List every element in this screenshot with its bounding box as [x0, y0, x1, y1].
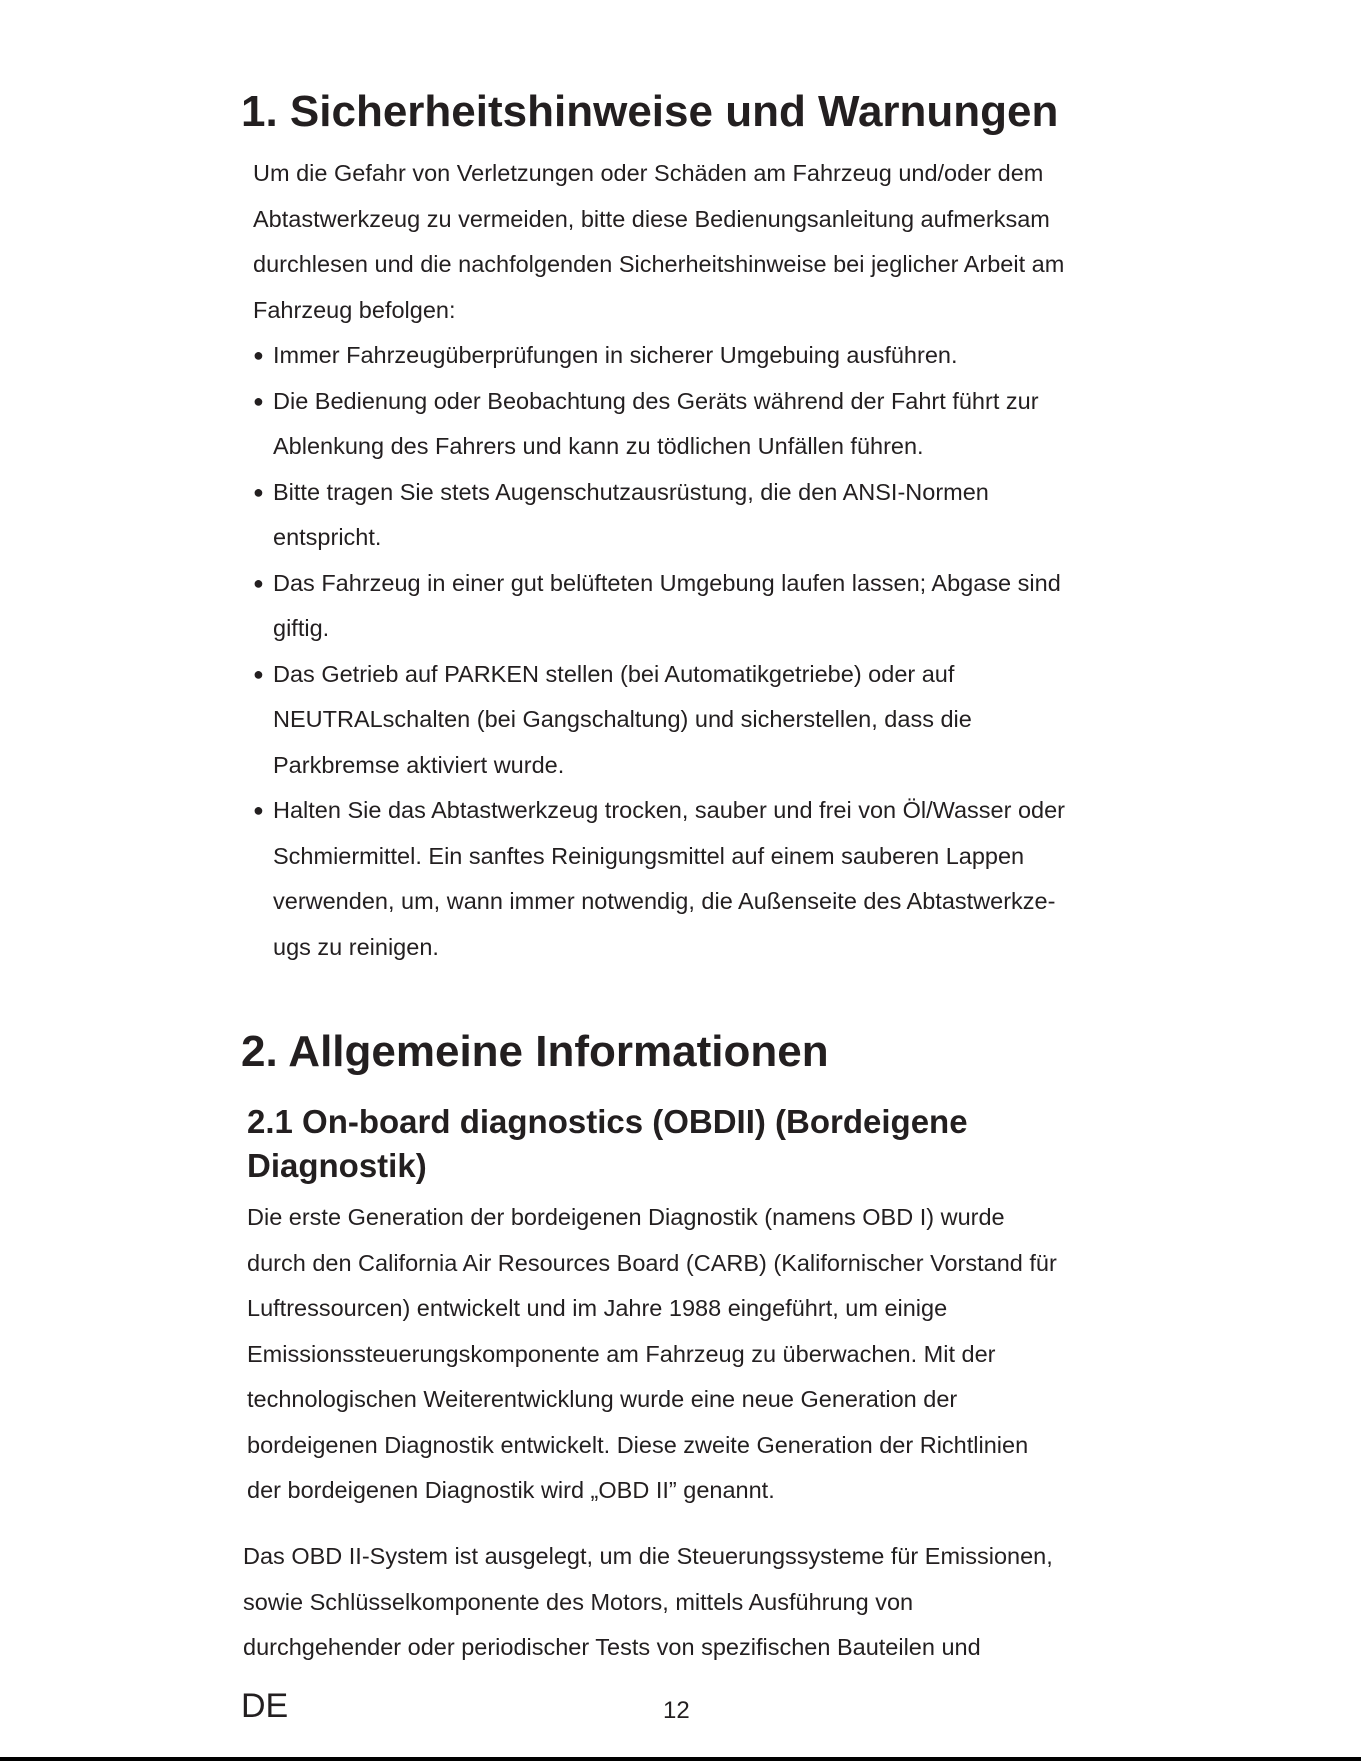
- paragraph-line: der bordeigenen Diagnostik wird „OBD II” genannt.: [247, 1477, 775, 1503]
- paragraph-line: sowie Schlüsselkomponente des Motors, mittels Ausführung von: [243, 1588, 914, 1615]
- bullet-icon: ●: [253, 345, 264, 365]
- page-number: 12: [663, 1697, 690, 1724]
- section-1-intro: [253, 151, 1064, 333]
- safety-bullet-item: [253, 788, 1065, 970]
- paragraph-line: technologischen Weiterentwicklung wurde eine neue Generation der: [247, 1386, 958, 1412]
- intro-line: Um die Gefahr von Verletzungen oder Schäden am Fahrzeug und/oder dem: [253, 160, 1044, 186]
- paragraph-line: durch den California Air Resources Board (CARB) (Kalifornischer Vorstand für: [247, 1249, 1057, 1276]
- bullet-line: Das Fahrzeug in einer gut belüfteten Umgebung laufen lassen; Abgase sind: [273, 569, 1061, 596]
- bullet-line: ugs zu reinigen.: [273, 933, 439, 960]
- paragraph-line: Das OBD II-System ist ausgelegt, um die Steuerungssysteme für Emissionen,: [243, 1543, 1053, 1569]
- bullet-line: Schmiermittel. Ein sanftes Reinigungsmittel auf einem sauberen Lappen: [273, 842, 1025, 869]
- bullet-line: Ablenkung des Fahrers und kann zu tödlichen Unfällen führen.: [273, 433, 924, 459]
- bottom-edge-rule: [0, 1757, 1361, 1761]
- paragraph-line: Emissionssteuerungskomponente am Fahrzeug zu überwachen. Mit der: [247, 1340, 996, 1367]
- subsection-2-1-heading: [247, 1100, 968, 1188]
- intro-line: durchlesen und die nachfolgenden Sicherheitshinweise bei jeglicher Arbeit am: [253, 251, 1065, 277]
- section-2-heading: 2. Allgemeine Informationen: [241, 1027, 829, 1076]
- section-1-heading: 1. Sicherheitshinweise und Warnungen: [241, 87, 1059, 136]
- safety-bullet-list: [253, 333, 1065, 970]
- subheading-line: Diagnostik): [247, 1147, 427, 1184]
- obd-system-paragraph: [243, 1534, 1053, 1671]
- bullet-line: Die Bedienung oder Beobachtung des Geräts während der Fahrt führt zur: [273, 387, 1039, 414]
- intro-line: Fahrzeug befolgen:: [253, 296, 456, 323]
- safety-bullet-item: [253, 333, 1065, 379]
- bullet-line: Immer Fahrzeugüberprüfungen in sicherer Umgebuing ausführen.: [273, 342, 958, 368]
- bullet-icon: ●: [253, 481, 264, 502]
- paragraph-line: durchgehender oder periodischer Tests von spezifischen Bauteilen und: [243, 1634, 981, 1660]
- intro-line: Abtastwerkzeug zu vermeiden, bitte diese Bedienungsanleitung aufmerksam: [253, 205, 1050, 232]
- safety-bullet-item: [253, 470, 1065, 561]
- bullet-icon: ●: [253, 390, 264, 411]
- bullet-line: Halten Sie das Abtastwerkzeug trocken, sauber und frei von Öl/Wasser oder: [273, 797, 1066, 823]
- paragraph-line: Luftressourcen) entwickelt und im Jahre 1988 eingeführt, um einige: [247, 1295, 948, 1321]
- bullet-line: Das Getrieb auf PARKEN stellen (bei Automatikgetriebe) oder auf: [273, 660, 955, 687]
- safety-bullet-item: [253, 561, 1065, 652]
- bullet-icon: ●: [253, 800, 264, 820]
- safety-bullet-item: [253, 379, 1065, 470]
- safety-bullet-item: [253, 652, 1065, 789]
- bullet-line: verwenden, um, wann immer notwendig, die Außenseite des Abtastwerkze-: [273, 888, 1056, 914]
- paragraph-line: bordeigenen Diagnostik entwickelt. Diese zweite Generation der Richtlinien: [247, 1431, 1029, 1458]
- bullet-icon: ●: [253, 663, 264, 684]
- bullet-line: entspricht.: [273, 524, 382, 550]
- bullet-line: NEUTRALschalten (bei Gangschaltung) und sicherstellen, dass die: [273, 706, 972, 732]
- bullet-line: Bitte tragen Sie stets Augenschutzausrüstung, die den ANSI-Normen: [273, 478, 989, 505]
- bullet-icon: ●: [253, 572, 264, 593]
- bullet-line: Parkbremse aktiviert wurde.: [273, 751, 565, 778]
- footer-language-code: DE: [241, 1687, 289, 1725]
- obd-history-paragraph: [247, 1195, 1057, 1514]
- paragraph-line: Die erste Generation der bordeigenen Diagnostik (namens OBD I) wurde: [247, 1204, 1005, 1230]
- subheading-line: 2.1 On-board diagnostics (OBDII) (Bordeigene: [247, 1103, 968, 1140]
- bullet-line: giftig.: [273, 615, 330, 641]
